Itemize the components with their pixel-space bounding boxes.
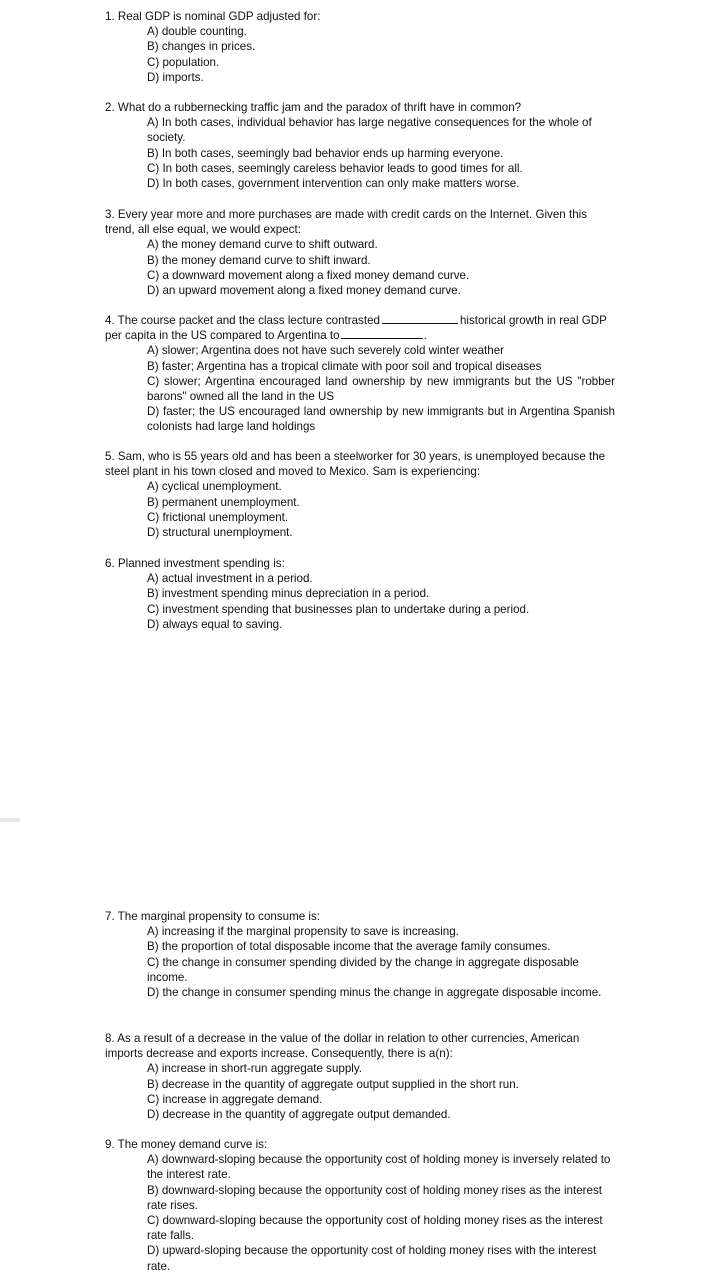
option-d: D) In both cases, government intervention can only make matters worse. (147, 177, 520, 191)
option-a: A) In both cases, individual behavior has large negative consequences for the whole of society. (147, 116, 592, 145)
question-4 (105, 313, 615, 435)
stem-part-2: historical growth in real GDP per capita in the US compared to Argentina to (105, 314, 607, 343)
question-stem: 6. Planned investment spending is: (105, 557, 285, 570)
option-b: B) investment spending minus depreciation in a period. (147, 587, 430, 601)
option-a: A) double counting. (147, 25, 247, 39)
option-d: D) decrease in the quantity of aggregate output demanded. (147, 1108, 451, 1122)
question-6 (105, 556, 615, 632)
stem-end: . (423, 329, 427, 343)
option-b: B) the proportion of total disposable income that the average family consumes. (147, 940, 551, 954)
option-list (105, 571, 615, 632)
question-stem: 3. Every year more and more purchases are made with credit cards on the Internet. Given this trend, all else equal, we would expect: (105, 208, 588, 237)
question-stem: 8. As a result of a decrease in the value of the dollar in relation to other currencies, American imports decrease and exports increase. Consequently, there is a(n): (105, 1032, 580, 1061)
question-5 (105, 449, 615, 540)
option-a: A) the money demand curve to shift outward. (147, 238, 378, 252)
option-c: C) a downward movement along a fixed money demand curve. (147, 268, 470, 282)
page-edge-mark (0, 818, 20, 822)
question-stem (105, 313, 615, 343)
option-d: D) upward-sloping because the opportunity cost of holding money rises with the interest rate. (147, 1244, 597, 1273)
option-list (105, 479, 615, 540)
option-a: A) increase in short-run aggregate supply. (147, 1062, 363, 1076)
question-3 (105, 207, 615, 298)
option-c: C) population. (147, 55, 220, 69)
option-b: B) decrease in the quantity of aggregate output supplied in the short run. (147, 1077, 519, 1091)
option-d: D) structural unemployment. (147, 526, 293, 540)
option-list (105, 343, 615, 434)
question-stem: 2. What do a rubbernecking traffic jam and the paradox of thrift have in common? (105, 101, 522, 114)
option-d: D) imports. (147, 70, 204, 84)
question-stem: 5. Sam, who is 55 years old and has been a steelworker for 30 years, is unemployed because the steel plant in his town closed and moved to Mexico. Sam is experiencing: (105, 450, 606, 479)
question-9 (105, 1137, 615, 1274)
question-stem: 1. Real GDP is nominal GDP adjusted for: (105, 10, 321, 23)
question-8 (105, 1031, 615, 1122)
option-list (105, 24, 615, 85)
question-stem: 7. The marginal propensity to consume is: (105, 910, 321, 923)
option-b: B) changes in prices. (147, 40, 256, 54)
option-list (105, 924, 615, 1000)
option-b: B) permanent unemployment. (147, 495, 300, 509)
option-b: B) In both cases, seemingly bad behavior ends up harming everyone. (147, 146, 504, 160)
stem-part-1: 4. The course packet and the class lecture contrasted (105, 314, 380, 327)
option-d: D) faster; the US encouraged land ownership by new immigrants but in Argentina Spanish colonists had large land holdings (147, 405, 615, 434)
option-list (105, 115, 615, 191)
option-c: C) slower; Argentina encouraged land ownership by new immigrants but the US "robber barons" owned all the land in the US (147, 374, 615, 404)
question-stem: 9. The money demand curve is: (105, 1138, 268, 1151)
option-c: C) increase in aggregate demand. (147, 1092, 323, 1106)
option-list (105, 1061, 615, 1122)
option-list (105, 237, 615, 298)
answer-blank-2 (341, 329, 423, 339)
option-a: A) cyclical unemployment. (147, 480, 282, 494)
option-d: D) always equal to saving. (147, 617, 283, 631)
answer-blank-1 (382, 314, 458, 324)
option-b: B) the money demand curve to shift inward. (147, 253, 371, 267)
option-c: C) investment spending that businesses plan to undertake during a period. (147, 602, 530, 616)
option-a: A) slower; Argentina does not have such severely cold winter weather (147, 344, 505, 358)
option-d: D) an upward movement along a fixed money demand curve. (147, 284, 461, 298)
option-c: C) the change in consumer spending divided by the change in aggregate disposable income. (147, 955, 579, 984)
option-c: C) In both cases, seemingly careless behavior leads to good times for all. (147, 161, 523, 175)
option-list (105, 1152, 615, 1274)
option-c: C) downward-sloping because the opportunity cost of holding money rises as the interest rate falls. (147, 1214, 603, 1243)
option-a: A) increasing if the marginal propensity to save is increasing. (147, 925, 459, 939)
option-c: C) frictional unemployment. (147, 510, 289, 524)
option-b: B) faster; Argentina has a tropical climate with poor soil and tropical diseases (147, 359, 542, 373)
option-a: A) downward-sloping because the opportunity cost of holding money is inversely related to the interest rate. (147, 1153, 611, 1182)
question-1 (105, 9, 615, 85)
question-7 (105, 909, 615, 1000)
question-2 (105, 100, 615, 191)
option-a: A) actual investment in a period. (147, 572, 313, 586)
option-d: D) the change in consumer spending minus the change in aggregate disposable income. (147, 986, 602, 1000)
option-b: B) downward-sloping because the opportunity cost of holding money rises as the interest rate rises. (147, 1183, 602, 1212)
